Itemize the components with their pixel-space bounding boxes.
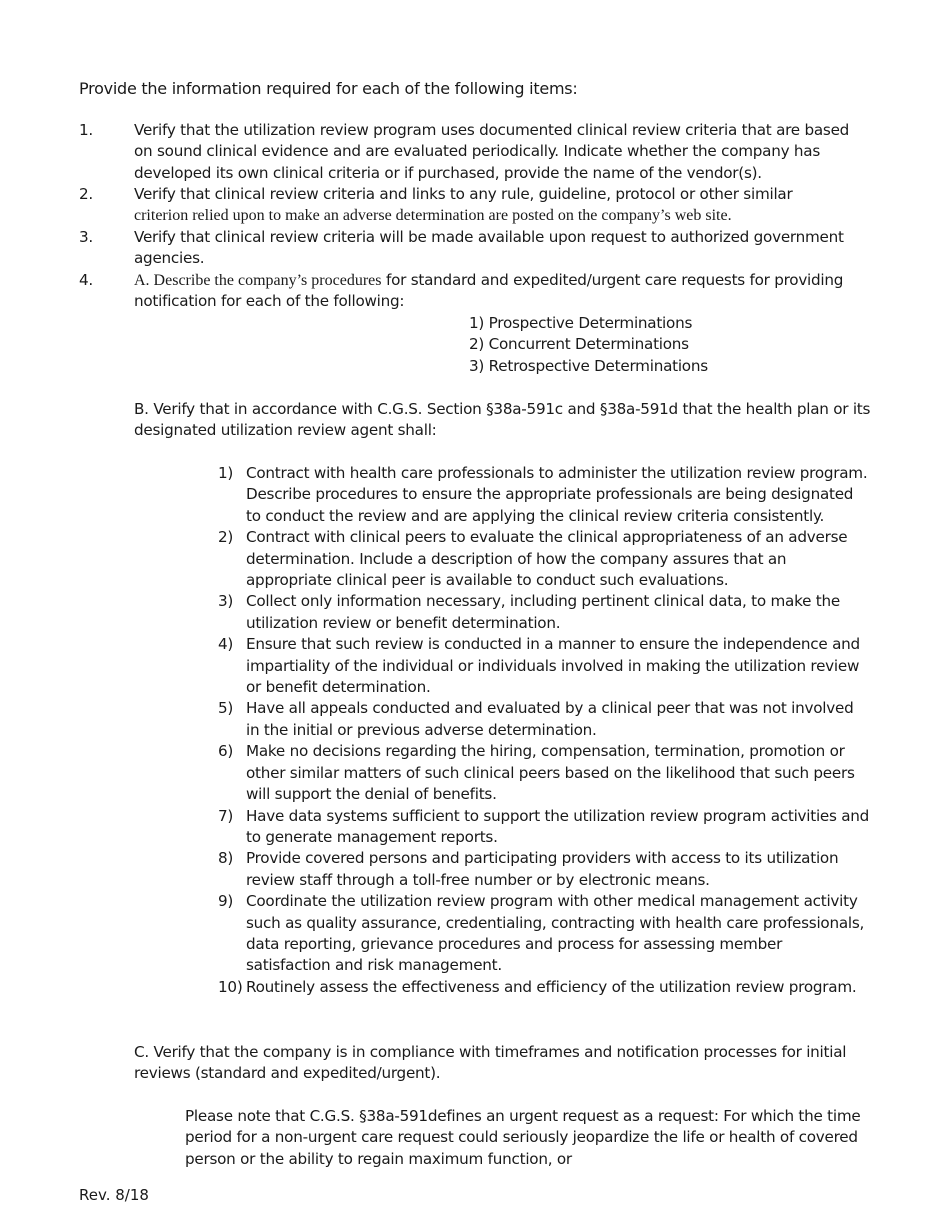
list-item-text: Have all appeals conducted and evaluated by a clinical peer that was not involved in the initial or previous adverse determination.	[246, 699, 854, 739]
list-item	[218, 848, 878, 891]
item-3	[79, 227, 879, 270]
list-item-number: 5)	[218, 699, 234, 718]
list-item-number: 8)	[218, 849, 234, 868]
section-b-list	[218, 463, 878, 998]
item-text	[134, 270, 869, 313]
list-item-text: Contract with health care professionals to administer the utilization review program. Describe procedures to ensure the appropriate professionals are being designated to conduct the review and are applying the clinical review criteria consistently.	[246, 464, 868, 525]
list-item-number: 1)	[218, 464, 234, 482]
determinations-list	[469, 313, 708, 377]
list-item-number: 2)	[218, 528, 234, 547]
list-item-text: Ensure that such review is conducted in a manner to ensure the independence and impartiality of the individual or individuals involved in making the utilization review or benefit determination.	[246, 635, 860, 697]
list-item-number: 7)	[218, 806, 234, 825]
list-item	[218, 463, 878, 527]
list-item-number: 9)	[218, 892, 234, 911]
determination-retrospective: 3) Retrospective Determinations	[469, 356, 708, 375]
determination-prospective: 1) Prospective Determinations	[469, 314, 693, 332]
list-item-text: Collect only information necessary, including pertinent clinical data, to make the utilization review or benefit determination.	[246, 592, 840, 632]
item-4	[79, 270, 879, 313]
item-text: Verify that the utilization review program uses documented clinical review criteria that are based on sound clinical evidence and are evaluated periodically. Indicate whether the company has developed its own clinical criteria or if purchased, provide the name of the vendor(s).	[134, 121, 850, 182]
list-item-text: Coordinate the utilization review program with other medical management activity such as quality assurance, credentialing, contracting with health care professionals, data reporting, grievance procedures and process for assessing member satisfaction and risk management.	[246, 892, 865, 975]
list-item-text: Provide covered persons and participating providers with access to its utilization review staff through a toll-free number or by electronic means.	[246, 849, 839, 889]
list-item-text: Make no decisions regarding the hiring, compensation, termination, promotion or other similar matters of such clinical peers based on the likelihood that such peers will support the denial of benefits.	[246, 742, 855, 804]
list-item-text: Contract with clinical peers to evaluate the clinical appropriateness of an adverse determination. Include a description of how the company assures that an appropriate clinical peer is available to conduct such evaluations.	[246, 528, 848, 590]
item-number: 3.	[79, 228, 93, 246]
list-item-number: 3)	[218, 592, 234, 611]
item-text: Verify that clinical review criteria will be made available upon request to authorized government agencies.	[134, 228, 844, 268]
revision-footer: Rev. 8/18	[79, 1186, 149, 1204]
list-item-text: Have data systems sufficient to support the utilization review program activities and to generate management reports.	[246, 806, 870, 846]
list-item-text: Routinely assess the effectiveness and efficiency of the utilization review program.	[246, 977, 857, 996]
item-number: 4.	[79, 271, 93, 289]
list-item	[218, 698, 878, 741]
item-text	[134, 184, 869, 227]
note-text: Please note that C.G.S. §38a-591defines an urgent request as a request:	[185, 1107, 724, 1125]
item-text-lead: A. Describe the company’s procedures	[134, 272, 382, 289]
item-text-line-1: Verify that clinical review criteria and links to any rule, guideline, protocol or other similar	[134, 185, 793, 203]
list-item	[218, 634, 878, 698]
note-definition: For which the time period for a non-urgent care request could seriously jeopardize the life or health of covered person or the ability to regain maximum function, or	[185, 1107, 861, 1168]
list-item-number: 4)	[218, 635, 234, 654]
item-number: 2.	[79, 185, 93, 203]
section-c-text: C. Verify that the company is in compliance with timeframes and notification processes for initial reviews (standard and expedited/urgent).	[134, 1043, 847, 1083]
item-text-rest: for standard and expedited/urgent care requests for providing notification for each of the following:	[134, 271, 844, 311]
list-item	[218, 977, 878, 998]
list-item	[218, 527, 878, 591]
item-text-line-2: criterion relied upon to make an adverse determination are posted on the company’s web site.	[134, 207, 732, 225]
list-item	[218, 806, 878, 849]
item-1	[79, 120, 879, 184]
section-b-intro: B. Verify that in accordance with C.G.S. Section §38a-591c and §38a-591d that the health plan or its designated utilization review agent shall:	[134, 400, 871, 440]
list-item	[218, 741, 878, 805]
list-item-number: 6)	[218, 742, 234, 761]
item-number: 1.	[79, 121, 93, 139]
urgent-request-note	[185, 1106, 875, 1170]
list-item	[218, 891, 878, 977]
determination-concurrent: 2) Concurrent Determinations	[469, 335, 689, 354]
list-item	[218, 591, 878, 634]
instructions-heading: Provide the information required for each of the following items:	[79, 79, 578, 98]
list-item-number: 10)	[218, 977, 243, 996]
item-2	[79, 184, 879, 227]
